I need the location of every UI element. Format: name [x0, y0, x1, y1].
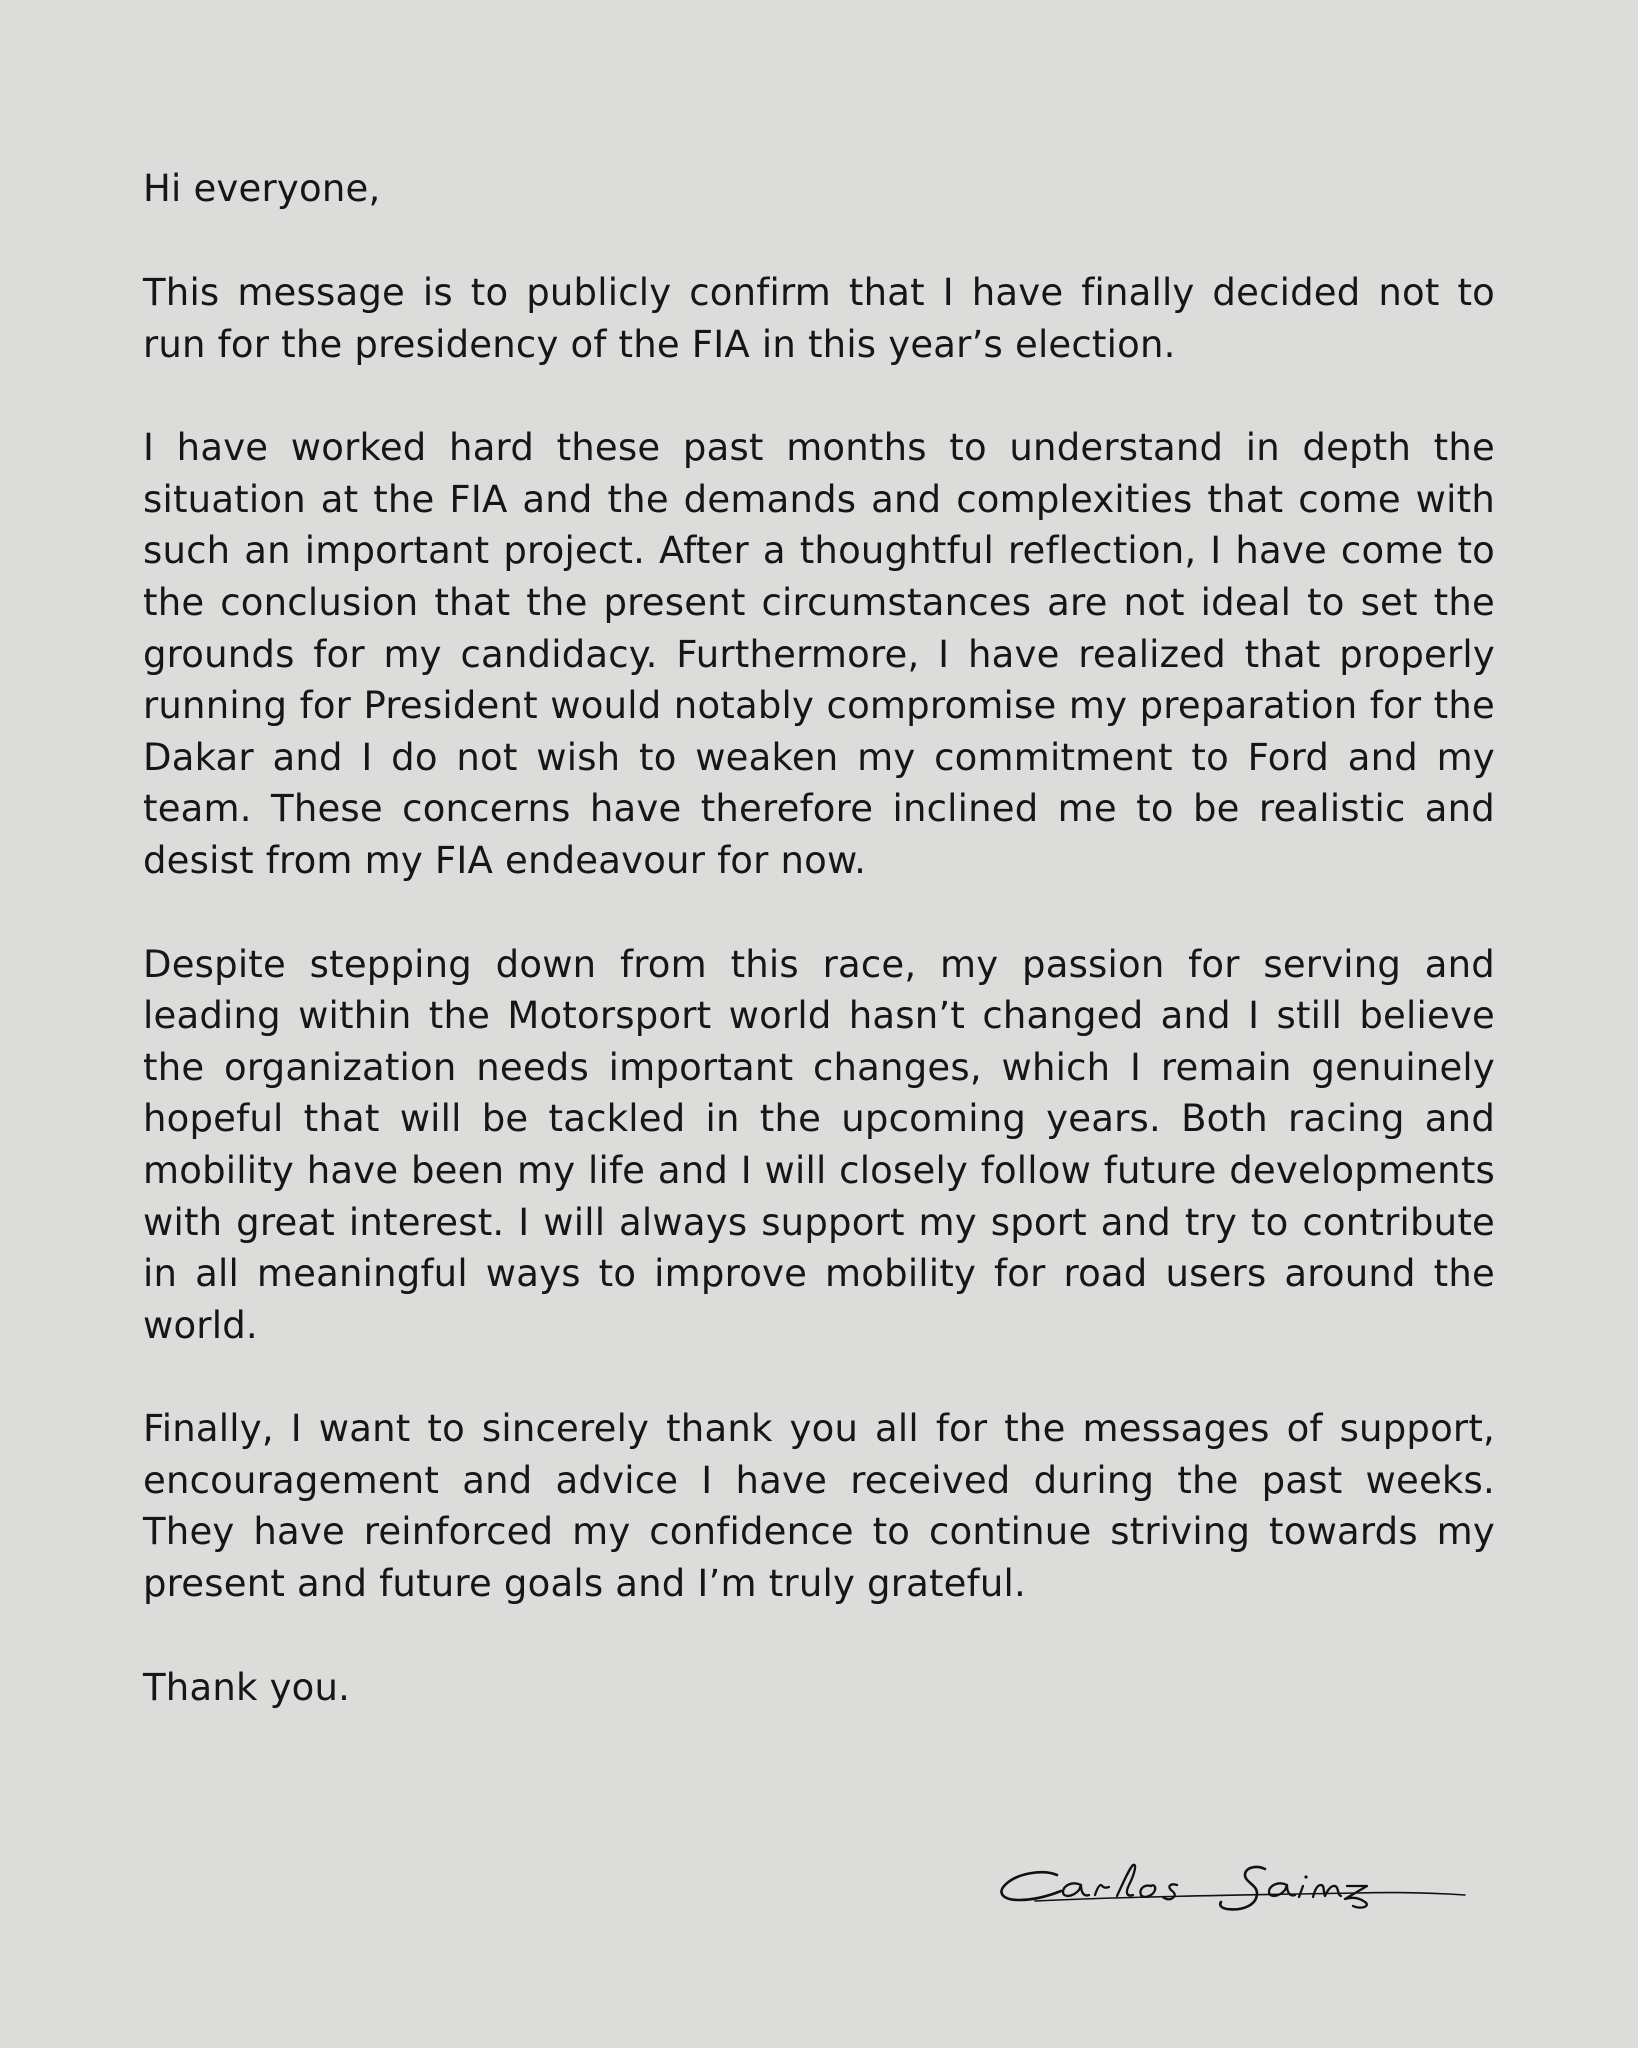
letter-body: [143, 163, 1495, 1714]
letter-paragraph-2: I have worked hard these past months to understand in depth the situation at the FIA and the demands and complexities that come with such an important project. After a thoughtful reflection, I have come to the conclusion that the present circumstances are not ideal to set the grounds for my candidacy. Furthermore, I have realized that properly running for President would notably compromise my preparation for the Dakar and I do not wish to weaken my commitment to Ford and my team. These concerns have therefore inclined me to be realistic and desist from my FIA endeavour for now.: [143, 426, 1495, 882]
letter-paragraph-4: Finally, I want to sincerely thank you all for the messages of support, encouragement and advice I have received during the past weeks. They have reinforced my confidence to continue striving towards my present and future goals and I’m truly grateful.: [143, 1407, 1495, 1606]
handwritten-signature-icon: [995, 1855, 1475, 1925]
letter-closing: Thank you.: [143, 1665, 351, 1709]
letter-greeting: Hi everyone,: [143, 167, 381, 210]
letter-paragraph-1: This message is to publicly confirm that I have finally decided not to run for the presidency of the FIA in this year’s election.: [143, 271, 1495, 366]
signature-image: [995, 1855, 1475, 1925]
letter-paragraph-3: Despite stepping down from this race, my passion for serving and leading within the Motorsport world hasn’t changed and I still believe the organization needs important changes, which I remain genuinely hopeful that will be tackled in the upcoming years. Both racing and mobility have been my life and I will closely follow future developments with great interest. I will always support my sport and try to contribute in all meaningful ways to improve mobility for road users around the world.: [143, 942, 1495, 1347]
